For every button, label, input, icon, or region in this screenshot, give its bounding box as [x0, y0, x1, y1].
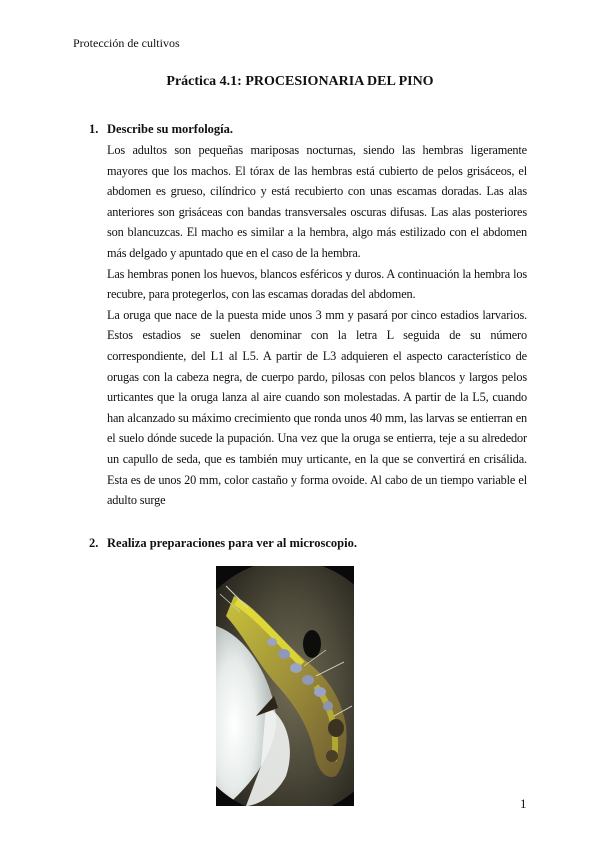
page-header: Protección de cultivos	[73, 36, 180, 50]
paragraph-larvae: La oruga que nace de la puesta mide unos 3 mm y pasará por cinco estadios larvarios. Estos estadios se suelen denominar con la letra L seguida de su número correspondiente, del L1 al L5. A partir de L3 adquieren el aspecto característico de orugas con la cabeza negra, de cuerpo pardo, pilosas con pelos blancos y largos pelos urticantes que la oruga lanza al aire cuando son molestadas. A partir de la L5, cuando han alcanzado su máximo crecimiento que ronda unos 40 mm, las larvas se entierran en el suelo dónde sucede la pupación. Una vez que la oruga se entierra, teje a su alrededor un capullo de seda, que es también muy urticante, en la que se convertirá en crisálida. Esta es de unos 20 mm, color castaño y forma ovoide. Al cabo de un tiempo variable el adulto surge	[107, 307, 527, 508]
section-2-heading	[89, 536, 357, 551]
paragraph-adults: Los adultos son pequeñas mariposas nocturnas, siendo las hembras ligeramente mayores que los machos. El tórax de las hembras está cubierto de pelos grisáceos, el abdomen es grueso, cilíndrico y está recubierto con unas escamas doradas. Las alas anteriores son grisáceas con bandas transversales oscuras difusas. Las alas posteriores son blancuzcas. El macho es similar a la hembra, algo más estilizado con el abdomen más delgado y apuntado que en el caso de la hembra.	[107, 143, 527, 260]
section-1-heading	[89, 122, 233, 137]
section-2-title: Realiza preparaciones para ver al microscopio.	[107, 536, 357, 550]
page-number: 1	[520, 796, 527, 811]
section-1-number: 1.	[89, 122, 99, 136]
microscope-photo	[216, 566, 354, 806]
page-title: Práctica 4.1: PROCESIONARIA DEL PINO	[166, 74, 434, 89]
section-1-body	[107, 140, 527, 511]
section-1-title: Describe su morfología.	[107, 122, 234, 136]
section-2-number: 2.	[89, 536, 99, 550]
paragraph-eggs: Las hembras ponen los huevos, blancos esféricos y duros. A continuación la hembra los recubre, para protegerlos, con las escamas doradas del abdomen.	[107, 266, 527, 302]
